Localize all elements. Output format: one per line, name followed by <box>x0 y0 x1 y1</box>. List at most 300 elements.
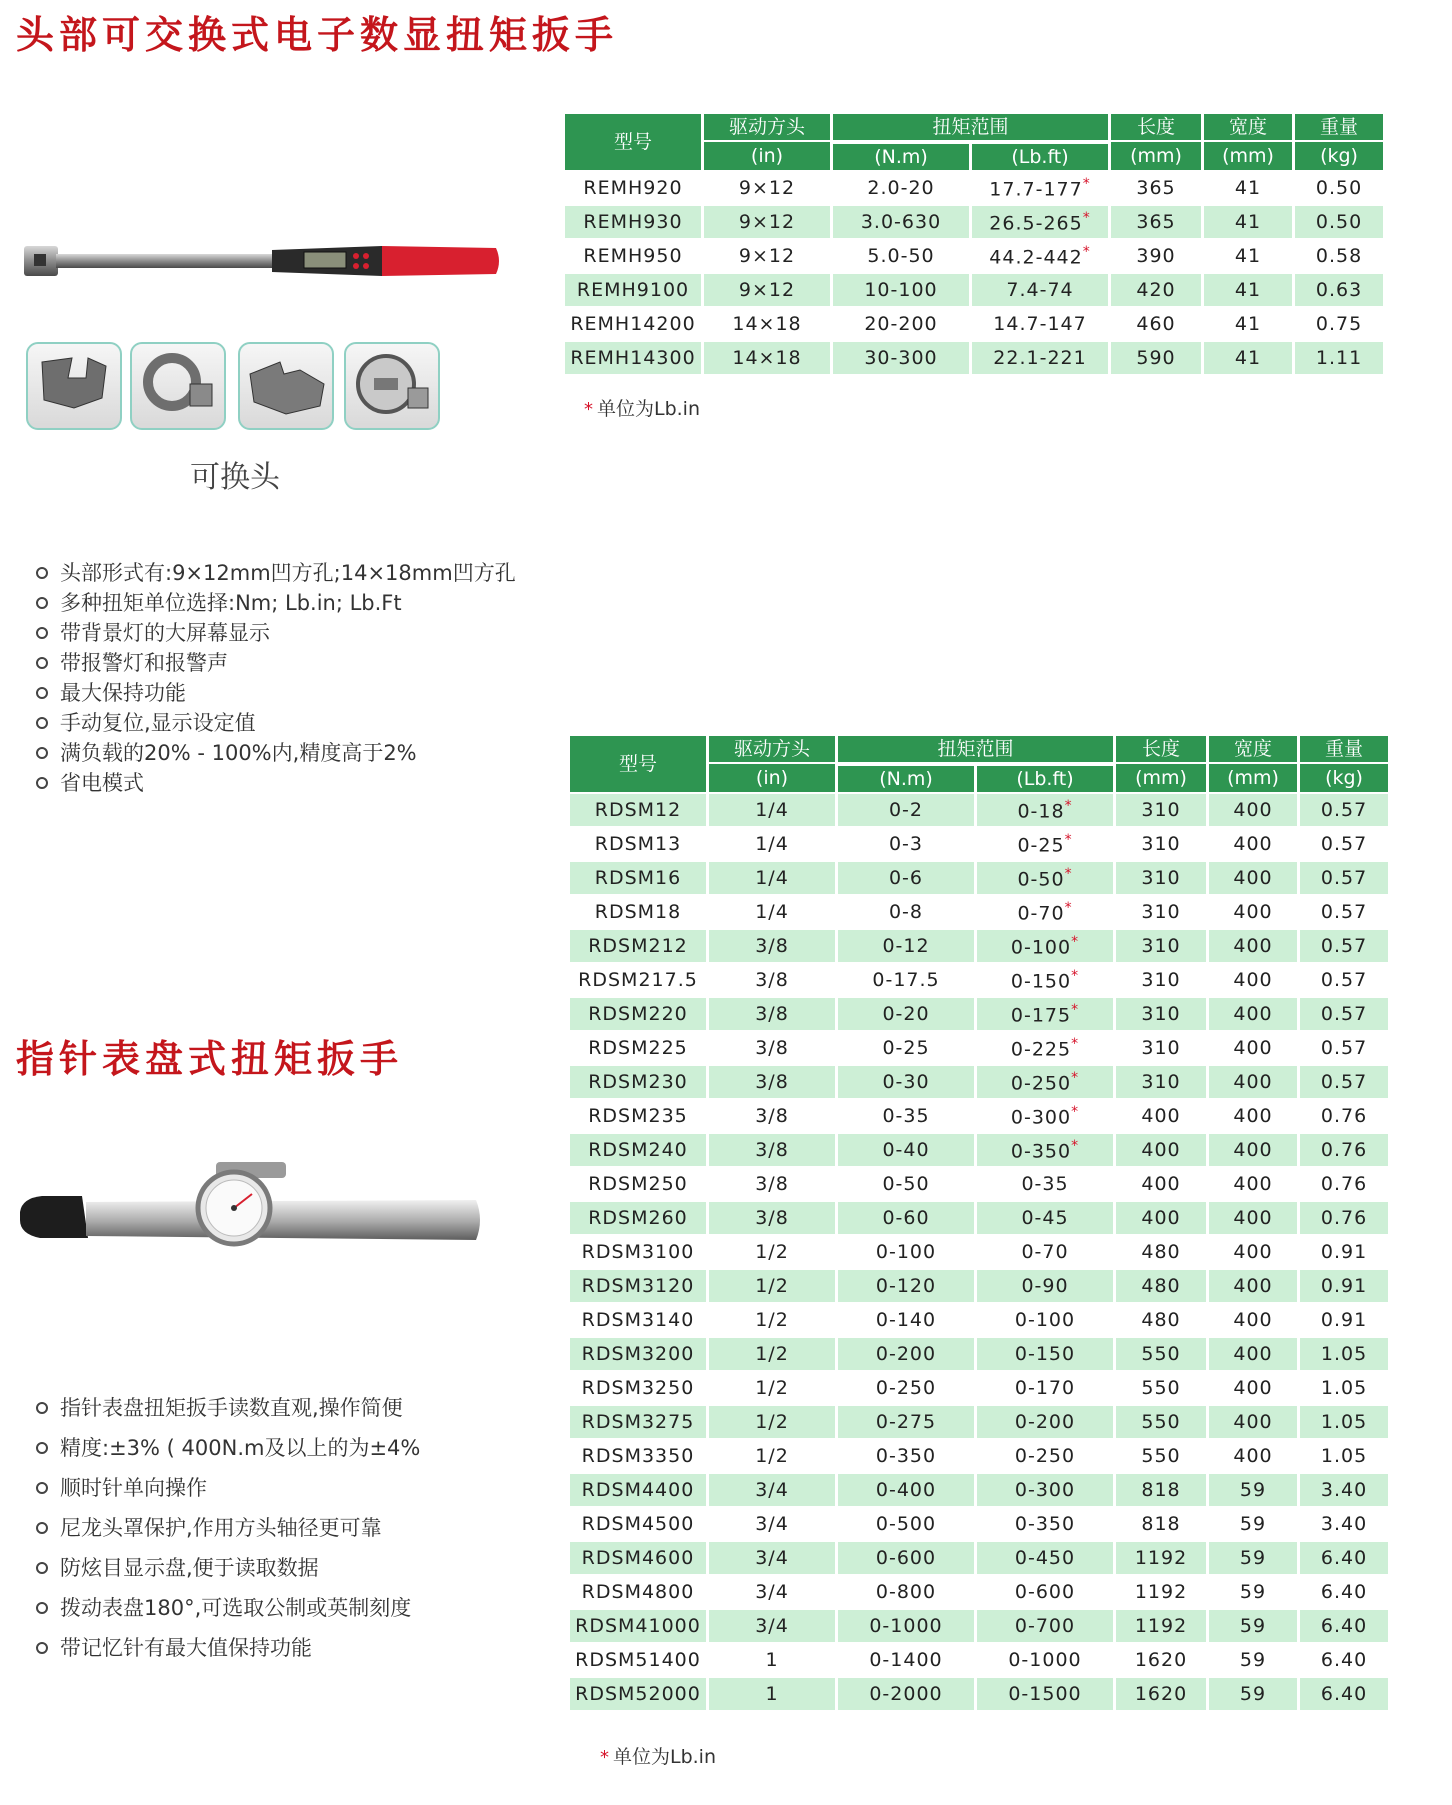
cell-value: 1/4 <box>755 833 789 855</box>
cell-weight <box>1300 1440 1388 1472</box>
cell-value: 0-30 <box>882 1071 930 1093</box>
table-row <box>570 1644 1388 1676</box>
star-icon: * <box>1071 1069 1080 1086</box>
cell-value: 1.05 <box>1320 1343 1368 1365</box>
cell-value: RDSM3250 <box>581 1377 695 1399</box>
cell-value: 310 <box>1141 1037 1181 1059</box>
table-row <box>570 1474 1388 1506</box>
cell-value: 1/4 <box>755 901 789 923</box>
cell-model <box>570 964 706 996</box>
cell-value: 6.40 <box>1320 1581 1368 1603</box>
cell-nm <box>838 1066 974 1098</box>
cell-value: 400 <box>1233 1343 1273 1365</box>
header-lbft: (Lb.ft) <box>972 142 1108 170</box>
cell-value: 0-200 <box>1014 1411 1076 1433</box>
cell-value: 0.58 <box>1315 245 1363 267</box>
cell-length <box>1111 342 1201 374</box>
cell-value: 0.50 <box>1315 211 1363 233</box>
cell-width <box>1209 896 1297 928</box>
cell-weight <box>1295 206 1383 238</box>
cell-length <box>1116 1372 1206 1404</box>
section2-spec-table <box>567 734 1391 1712</box>
header-length-unit: (mm) <box>1116 764 1206 792</box>
cell-value: 310 <box>1141 901 1181 923</box>
cell-value: 1.05 <box>1320 1377 1368 1399</box>
cell-width <box>1209 862 1297 894</box>
feature-item: 带背景灯的大屏幕显示 <box>26 618 516 648</box>
cell-value: 41 <box>1234 313 1262 335</box>
cell-value: 0.75 <box>1315 313 1363 335</box>
cell-value: 0.76 <box>1320 1207 1368 1229</box>
cell-lbft <box>972 240 1108 272</box>
star-icon: * <box>1082 209 1091 226</box>
feature-item: 精度:±3% ( 400N.m及以上的为±4% <box>26 1428 420 1468</box>
cell-lbft <box>972 308 1108 340</box>
cell-value: 0-800 <box>875 1581 937 1603</box>
table-row <box>570 1032 1388 1064</box>
cell-value: 9×12 <box>738 279 796 301</box>
cell-drive <box>709 930 835 962</box>
cell-value: 9×12 <box>738 211 796 233</box>
cell-value: 1/4 <box>755 799 789 821</box>
cell-lbft <box>972 274 1108 306</box>
cell-value: 0-350 <box>1014 1513 1076 1535</box>
header-torque: 扭矩范围 <box>838 736 1113 762</box>
cell-weight <box>1295 274 1383 306</box>
cell-weight <box>1300 1508 1388 1540</box>
open-end-head-icon <box>26 342 122 430</box>
cell-value: RDSM3350 <box>581 1445 695 1467</box>
cell-value: 3/8 <box>755 1139 789 1161</box>
cell-value: 0-70 <box>1017 902 1065 925</box>
cell-length <box>1116 1270 1206 1302</box>
cell-value: 400 <box>1141 1173 1181 1195</box>
cell-value: 400 <box>1233 867 1273 889</box>
cell-value: 5.0-50 <box>867 245 935 267</box>
header-weight-unit: (kg) <box>1300 764 1388 792</box>
cell-value: 0-140 <box>875 1309 937 1331</box>
cell-drive <box>709 1236 835 1268</box>
cell-lbft <box>977 1168 1113 1200</box>
cell-lbft <box>977 862 1113 894</box>
star-icon: * <box>1071 1103 1080 1120</box>
table-row <box>565 308 1383 340</box>
cell-nm <box>838 1168 974 1200</box>
cell-value: 480 <box>1141 1241 1181 1263</box>
cell-lbft <box>977 794 1113 826</box>
cell-value: 1192 <box>1134 1581 1188 1603</box>
table-row <box>565 240 1383 272</box>
cell-value: 0-25 <box>882 1037 930 1059</box>
cell-model <box>570 1644 706 1676</box>
cell-value: 0.57 <box>1320 935 1368 957</box>
star-icon: * <box>1082 175 1091 192</box>
cell-value: 818 <box>1141 1479 1181 1501</box>
cell-weight <box>1300 896 1388 928</box>
cell-lbft <box>977 1304 1113 1336</box>
cell-value: 3.40 <box>1320 1479 1368 1501</box>
cell-value: 400 <box>1233 1003 1273 1025</box>
cell-value: 41 <box>1234 279 1262 301</box>
table-row <box>570 1202 1388 1234</box>
cell-value: 400 <box>1233 1275 1273 1297</box>
cell-value: 0-400 <box>875 1479 937 1501</box>
cell-value: REMH14200 <box>570 313 696 335</box>
cell-value: 0.57 <box>1320 901 1368 923</box>
cell-weight <box>1300 1066 1388 1098</box>
cell-width <box>1209 1678 1297 1710</box>
cell-value: RDSM4800 <box>581 1581 695 1603</box>
cell-value: 1/2 <box>755 1377 789 1399</box>
feature-item: 指针表盘扭矩扳手读数直观,操作简便 <box>26 1388 420 1428</box>
cell-lbft <box>977 998 1113 1030</box>
cell-width <box>1209 1440 1297 1472</box>
cell-weight <box>1300 1134 1388 1166</box>
cell-value: 6.40 <box>1320 1683 1368 1705</box>
cell-length <box>1116 1474 1206 1506</box>
table-row <box>570 862 1388 894</box>
cell-model <box>570 1270 706 1302</box>
cell-drive <box>709 1270 835 1302</box>
cell-width <box>1204 240 1292 272</box>
table-row <box>570 1678 1388 1710</box>
cell-width <box>1209 1542 1297 1574</box>
header-drive-unit: (in) <box>709 764 835 792</box>
star-icon: * <box>1071 933 1080 950</box>
cell-value: RDSM51400 <box>575 1649 701 1671</box>
cell-drive <box>709 1202 835 1234</box>
cell-value: 3/8 <box>755 1173 789 1195</box>
cell-nm <box>838 1508 974 1540</box>
cell-width <box>1209 1508 1297 1540</box>
cell-value: 400 <box>1141 1139 1181 1161</box>
cell-model <box>570 1338 706 1370</box>
cell-value: 14×18 <box>732 347 802 369</box>
cell-value: 1 <box>765 1649 779 1671</box>
feature-item: 带报警灯和报警声 <box>26 648 516 678</box>
cell-length <box>1116 930 1206 962</box>
table-row <box>570 896 1388 928</box>
cell-weight <box>1300 862 1388 894</box>
cell-nm <box>838 896 974 928</box>
cell-drive <box>709 998 835 1030</box>
cell-value: RDSM3120 <box>581 1275 695 1297</box>
cell-width <box>1209 964 1297 996</box>
cell-value: 0-1000 <box>1008 1649 1082 1671</box>
cell-lbft <box>977 1032 1113 1064</box>
star-icon: * <box>1064 797 1073 814</box>
section1-title: 头部可交换式电子数显扭矩扳手 <box>16 13 619 57</box>
cell-width <box>1204 308 1292 340</box>
cell-value: 0.57 <box>1320 833 1368 855</box>
cell-width <box>1209 794 1297 826</box>
cell-value: 0.76 <box>1320 1139 1368 1161</box>
cell-length <box>1116 862 1206 894</box>
cell-value: 310 <box>1141 799 1181 821</box>
cell-width <box>1209 1066 1297 1098</box>
cell-lbft <box>977 1508 1113 1540</box>
star-icon: * <box>1071 1035 1080 1052</box>
cell-lbft <box>977 1542 1113 1574</box>
cell-value: 0-100 <box>1014 1309 1076 1331</box>
cell-nm <box>838 1100 974 1132</box>
table-row <box>570 1134 1388 1166</box>
cell-value: 17.7-177 <box>989 178 1083 201</box>
cell-nm <box>838 1270 974 1302</box>
cell-value: RDSM18 <box>594 901 682 923</box>
feature-item: 尼龙头罩保护,作用方头轴径更可靠 <box>26 1508 420 1548</box>
ring-head-icon <box>130 342 226 430</box>
cell-lbft <box>977 1576 1113 1608</box>
table-row <box>570 1508 1388 1540</box>
cell-drive <box>709 1644 835 1676</box>
cell-length <box>1116 1508 1206 1540</box>
cell-value: 44.2-442 <box>989 246 1083 269</box>
cell-value: 0-25 <box>1017 834 1065 857</box>
cell-value: 0-250 <box>1014 1445 1076 1467</box>
cell-width <box>1204 342 1292 374</box>
cell-value: 3.40 <box>1320 1513 1368 1535</box>
cell-value: 3/4 <box>755 1615 789 1637</box>
cell-model <box>570 1542 706 1574</box>
square-drive-head-icon <box>344 342 440 430</box>
header-width-unit: (mm) <box>1204 142 1292 170</box>
cell-value: 0-275 <box>875 1411 937 1433</box>
cell-value: 0-20 <box>882 1003 930 1025</box>
cell-nm <box>838 1134 974 1166</box>
cell-value: 400 <box>1233 799 1273 821</box>
table-row <box>565 342 1383 374</box>
cell-value: 0-100 <box>1010 936 1072 959</box>
section1-feature-list <box>26 558 516 798</box>
cell-value: 0-35 <box>882 1105 930 1127</box>
cell-width <box>1209 1202 1297 1234</box>
cell-value: 3/8 <box>755 1037 789 1059</box>
cell-nm <box>838 828 974 860</box>
cell-value: 1/2 <box>755 1241 789 1263</box>
cell-drive <box>709 964 835 996</box>
cell-weight <box>1300 1168 1388 1200</box>
cell-lbft <box>977 1644 1113 1676</box>
cell-value: 400 <box>1233 833 1273 855</box>
cell-lbft <box>972 206 1108 238</box>
cell-value: 0.57 <box>1320 969 1368 991</box>
cell-value: 400 <box>1233 1071 1273 1093</box>
cell-value: 6.40 <box>1320 1649 1368 1671</box>
table-row <box>570 964 1388 996</box>
cell-model <box>565 240 701 272</box>
cell-value: 41 <box>1234 177 1262 199</box>
cell-value: 0-100 <box>875 1241 937 1263</box>
feature-item: 满负载的20% - 100%内,精度高于2% <box>26 738 516 768</box>
cell-length <box>1116 998 1206 1030</box>
cell-width <box>1209 1610 1297 1642</box>
cell-value: RDSM230 <box>588 1071 688 1093</box>
cell-length <box>1116 1440 1206 1472</box>
cell-nm <box>838 1678 974 1710</box>
cell-value: 0-600 <box>875 1547 937 1569</box>
cell-lbft <box>977 930 1113 962</box>
cell-value: 0-45 <box>1021 1207 1069 1229</box>
cell-length <box>1116 1168 1206 1200</box>
header-weight: 重量 <box>1295 114 1383 140</box>
cell-value: 0-300 <box>1010 1106 1072 1129</box>
cell-model <box>570 1304 706 1336</box>
cell-weight <box>1300 1542 1388 1574</box>
cell-drive <box>709 1338 835 1370</box>
cell-value: 0-500 <box>875 1513 937 1535</box>
cell-model <box>570 1678 706 1710</box>
cell-value: 0-250 <box>1010 1072 1072 1095</box>
cell-weight <box>1300 1644 1388 1676</box>
cell-value: 1/2 <box>755 1445 789 1467</box>
cell-value: 1192 <box>1134 1615 1188 1637</box>
cell-value: 0-2 <box>888 799 924 821</box>
cell-value: 400 <box>1233 1377 1273 1399</box>
cell-model <box>570 1032 706 1064</box>
cell-value: 0-170 <box>1014 1377 1076 1399</box>
cell-nm <box>838 862 974 894</box>
cell-value: 0-17.5 <box>872 969 940 991</box>
cell-nm <box>838 1474 974 1506</box>
header-length: 长度 <box>1111 114 1201 140</box>
cell-value: 0.76 <box>1320 1173 1368 1195</box>
cell-value: RDSM4500 <box>581 1513 695 1535</box>
cell-value: RDSM13 <box>594 833 682 855</box>
feature-item: 顺时针单向操作 <box>26 1468 420 1508</box>
cell-weight <box>1300 1270 1388 1302</box>
cell-lbft <box>977 1338 1113 1370</box>
cell-width <box>1209 1474 1297 1506</box>
cell-value: 1.11 <box>1315 347 1363 369</box>
cell-value: 0.91 <box>1320 1309 1368 1331</box>
cell-value: 0.91 <box>1320 1241 1368 1263</box>
cell-value: 0.57 <box>1320 799 1368 821</box>
cell-length <box>1116 1610 1206 1642</box>
cell-length <box>1116 1032 1206 1064</box>
cell-value: 0-300 <box>1014 1479 1076 1501</box>
cell-drive <box>709 1678 835 1710</box>
cell-length <box>1116 794 1206 826</box>
star-icon: * <box>584 399 593 420</box>
cell-value: 1/2 <box>755 1343 789 1365</box>
cell-weight <box>1300 1100 1388 1132</box>
cell-nm <box>838 964 974 996</box>
cell-drive <box>709 1372 835 1404</box>
header-width-unit: (mm) <box>1209 764 1297 792</box>
feature-item: 带记忆针有最大值保持功能 <box>26 1628 420 1668</box>
cell-value: 390 <box>1136 245 1176 267</box>
cell-lbft <box>972 172 1108 204</box>
cell-nm <box>838 1202 974 1234</box>
cell-nm <box>833 172 969 204</box>
cell-width <box>1204 172 1292 204</box>
cell-value: 3/4 <box>755 1513 789 1535</box>
cell-value: 0-50 <box>882 1173 930 1195</box>
cell-weight <box>1300 794 1388 826</box>
cell-model <box>570 1576 706 1608</box>
table-row <box>570 1406 1388 1438</box>
cell-weight <box>1295 240 1383 272</box>
cell-value: 0-8 <box>888 901 924 923</box>
cell-width <box>1209 1406 1297 1438</box>
cell-drive <box>709 1542 835 1574</box>
cell-length <box>1116 1202 1206 1234</box>
cell-width <box>1209 1372 1297 1404</box>
cell-value: 9×12 <box>738 245 796 267</box>
cell-lbft <box>977 1100 1113 1132</box>
header-nm: (N.m) <box>833 142 969 170</box>
cell-value: 1.05 <box>1320 1411 1368 1433</box>
cell-width <box>1209 930 1297 962</box>
cell-value: 59 <box>1239 1581 1267 1603</box>
cell-weight <box>1300 1576 1388 1608</box>
header-lbft: (Lb.ft) <box>977 764 1113 792</box>
feature-item: 省电模式 <box>26 768 516 798</box>
cell-value: 1620 <box>1134 1649 1188 1671</box>
unit-note-text: 单位为Lb.in <box>613 1746 717 1768</box>
cell-model <box>570 1134 706 1166</box>
star-icon: * <box>1064 831 1073 848</box>
cell-drive <box>709 1032 835 1064</box>
cell-model <box>570 1474 706 1506</box>
cell-value: 400 <box>1233 969 1273 991</box>
cell-lbft <box>977 1474 1113 1506</box>
cell-length <box>1116 1304 1206 1336</box>
cell-value: 0.91 <box>1320 1275 1368 1297</box>
table-row <box>570 1610 1388 1642</box>
cell-value: RDSM220 <box>588 1003 688 1025</box>
cell-drive <box>709 1134 835 1166</box>
ratchet-head-icon <box>238 342 334 430</box>
table-row <box>565 172 1383 204</box>
digital-torque-wrench-image <box>22 232 502 292</box>
cell-weight <box>1300 1304 1388 1336</box>
cell-value: 0-70 <box>1021 1241 1069 1263</box>
cell-drive <box>704 274 830 306</box>
cell-value: 818 <box>1141 1513 1181 1535</box>
cell-value: REMH950 <box>583 245 683 267</box>
cell-value: 0-250 <box>875 1377 937 1399</box>
cell-value: RDSM3200 <box>581 1343 695 1365</box>
cell-length <box>1116 964 1206 996</box>
cell-value: 400 <box>1141 1207 1181 1229</box>
cell-length <box>1116 896 1206 928</box>
cell-value: 0-2000 <box>869 1683 943 1705</box>
cell-weight <box>1300 998 1388 1030</box>
cell-model <box>565 274 701 306</box>
cell-model <box>570 1066 706 1098</box>
cell-value: 310 <box>1141 833 1181 855</box>
cell-value: 10-100 <box>864 279 938 301</box>
cell-lbft <box>977 896 1113 928</box>
feature-item: 防炫目显示盘,便于读取数据 <box>26 1548 420 1588</box>
header-drive: 驱动方头 <box>709 736 835 762</box>
cell-drive <box>709 1304 835 1336</box>
cell-value: 400 <box>1233 1207 1273 1229</box>
cell-weight <box>1295 172 1383 204</box>
cell-nm <box>838 1576 974 1608</box>
cell-value: 6.40 <box>1320 1615 1368 1637</box>
header-width: 宽度 <box>1209 736 1297 762</box>
feature-item: 头部形式有:9×12mm凹方孔;14×18mm凹方孔 <box>26 558 516 588</box>
cell-value: 6.40 <box>1320 1547 1368 1569</box>
cell-value: 0-60 <box>882 1207 930 1229</box>
cell-value: 0-700 <box>1014 1615 1076 1637</box>
cell-width <box>1209 1270 1297 1302</box>
cell-value: 0-18 <box>1017 800 1065 823</box>
cell-model <box>570 1508 706 1540</box>
